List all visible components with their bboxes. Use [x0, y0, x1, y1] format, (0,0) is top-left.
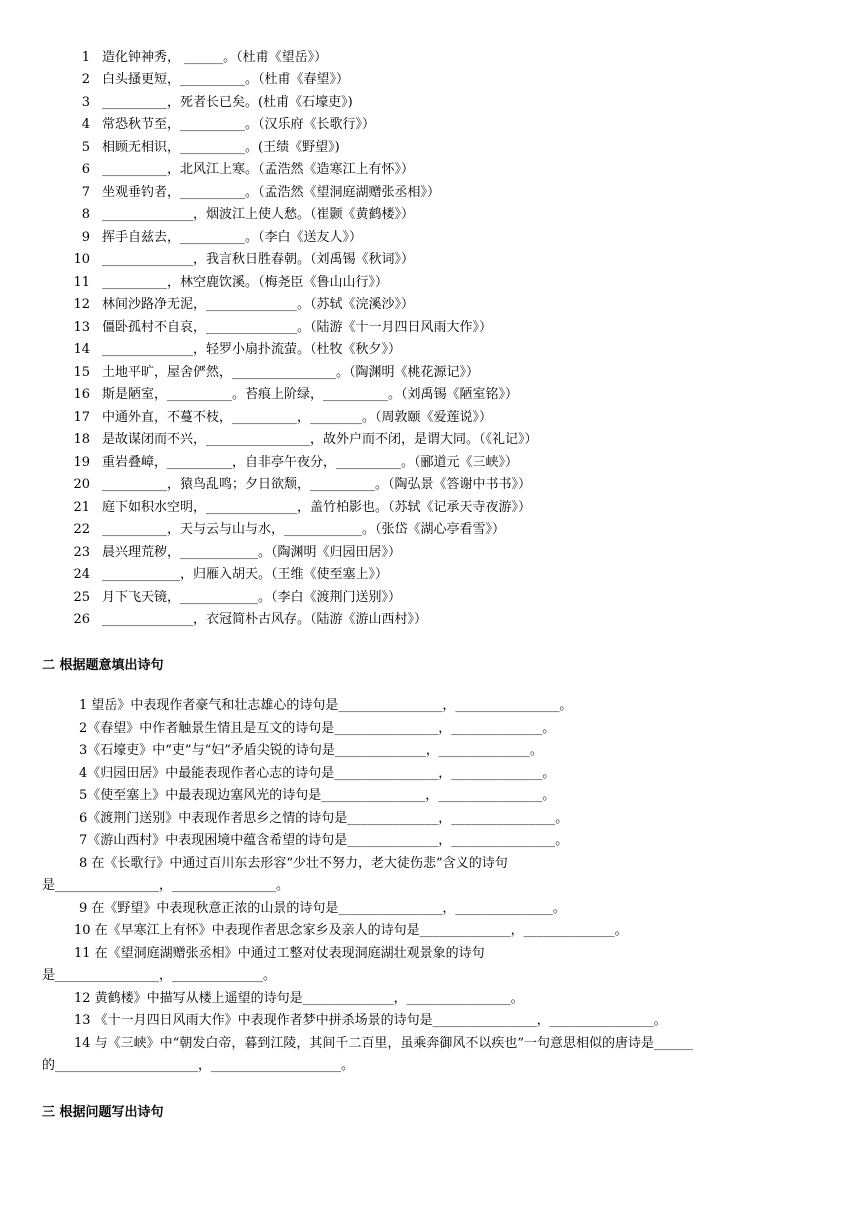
item-text: 8 在《长歌行》中通过百川东去形容“少壮不努力，老大徒伤悲”含义的诗句	[79, 856, 508, 871]
item-text: 是________________，________________。	[42, 878, 290, 893]
item-text: 的______________________，____________________。	[42, 1058, 354, 1073]
item-text: __________，天与云与山与水，____________。（张岱《湖心亭看雪》）	[102, 522, 506, 537]
item-text: 造化钟神秀， ______。（杜甫《望岳》）	[102, 50, 328, 65]
item-text: 斯是陋室，__________。苔痕上阶绿，__________。（刘禹锡《陋室铭》）	[102, 387, 519, 402]
item-text: 晨兴理荒秽，____________。（陶渊明《归园田居》）	[102, 545, 402, 560]
item-number: 9	[81, 230, 90, 245]
item-number: 8	[81, 207, 90, 222]
item-text: 5《使至塞上》中最表现边塞风光的诗句是________________，________________。	[79, 788, 556, 803]
item-text: 14 与《三峡》中“朝发白帝，暮到江陵，其间千二百里，虽乘奔御风不以疾也”一句意思相似的唐诗是______	[74, 1036, 693, 1051]
item-number: 26	[73, 612, 90, 627]
item-text: 林间沙路净无泥，______________。（苏轼《浣溪沙》）	[102, 297, 415, 312]
item-number: 1	[81, 50, 90, 65]
item-number: 17	[73, 410, 90, 425]
item-text: 9 在《野望》中表现秋意正浓的山景的诗句是________________，_______________。	[79, 901, 566, 916]
item-text: 土地平旷，屋舍俨然，________________。（陶渊明《桃花源记》）	[102, 365, 480, 380]
item-text: 中通外直，不蔓不枝，__________，________。（周敦颐《爱莲说》）	[102, 410, 493, 425]
item-text: __________，猿鸟乱鸣；夕日欲颓，__________。（陶弘景《答谢中书书》）	[102, 477, 532, 492]
item-text: 1 望岳》中表现作者豪气和壮志雄心的诗句是________________，________________。	[79, 698, 573, 713]
item-number: 12	[73, 297, 90, 312]
item-text: 13 《十一月四日风雨大作》中表现作者梦中拼杀场景的诗句是________________，________________。	[74, 1013, 667, 1028]
item-text: 坐观垂钓者，__________。（孟浩然《望洞庭湖赠张丞相》）	[102, 185, 441, 200]
item-text: 是________________，______________。	[42, 968, 277, 983]
item-text: 3《石壕吏》中“吏”与“妇”矛盾尖锐的诗句是______________，______________。	[79, 743, 543, 758]
item-text: 11 在《望洞庭湖赠张丞相》中通过工整对仗表现洞庭湖壮观景象的诗句	[74, 946, 485, 961]
item-text: 僵卧孤村不自哀，______________。（陆游《十一月四日风雨大作》）	[102, 320, 493, 335]
item-number: 24	[73, 567, 90, 582]
item-text: 挥手自兹去，__________。（李白《送友人》）	[102, 230, 363, 245]
item-number: 18	[73, 432, 90, 447]
item-number: 19	[73, 455, 90, 470]
section-2-heading: 二 根据题意填出诗句	[42, 658, 164, 673]
item-text: ______________，烟波江上使人愁。（崔颢《黄鹤楼》）	[102, 207, 415, 222]
item-text: __________，死者长已矣。(杜甫《石壕吏》)	[102, 95, 353, 110]
item-number: 7	[81, 185, 90, 200]
item-number: 11	[73, 275, 90, 290]
item-text: ____________，归雁入胡天。（王维《使至塞上》）	[102, 567, 389, 582]
item-number: 15	[73, 365, 90, 380]
item-text: __________，北风江上寒。（孟浩然《造寒江上有怀》）	[102, 162, 415, 177]
item-text: 2《春望》中作者触景生情且是互文的诗句是________________，______________。	[79, 721, 556, 736]
item-text: 7《游山西村》中表现困境中蕴含希望的诗句是______________，________________。	[79, 833, 569, 848]
item-text: 10 在《早寒江上有怀》中表现作者思念家乡及亲人的诗句是______________，______________。	[74, 923, 628, 938]
item-number: 10	[73, 252, 90, 267]
item-number: 23	[73, 545, 90, 560]
item-number: 25	[73, 590, 90, 605]
item-text: ______________，衣冠简朴古风存。（陆游《游山西村》）	[102, 612, 428, 627]
item-text: 庭下如积水空明，______________，盖竹柏影也。（苏轼《记承天寺夜游》）	[102, 500, 532, 515]
item-number: 2	[81, 72, 90, 87]
item-number: 21	[73, 500, 90, 515]
item-text: 12 黄鹤楼》中描写从楼上遥望的诗句是______________，________________。	[74, 991, 524, 1006]
item-number: 13	[73, 320, 90, 335]
item-text: 月下飞天镜，____________。（李白《渡荆门送别》）	[102, 590, 402, 605]
item-text: ______________，我言秋日胜春朝。（刘禹锡《秋词》）	[102, 252, 415, 267]
item-number: 3	[81, 95, 90, 110]
item-text: 常恐秋节至，__________。（汉乐府《长歌行》）	[102, 117, 376, 132]
item-text: 是故谋闭而不兴，________________，故外户而不闭，是谓大同。（《礼记》）	[102, 432, 538, 447]
item-number: 5	[81, 140, 90, 155]
item-number: 16	[73, 387, 90, 402]
section-3-heading: 三 根据问题写出诗句	[42, 1105, 164, 1120]
item-number: 14	[73, 342, 90, 357]
item-text: __________，林空鹿饮溪。（梅尧臣《鲁山山行》）	[102, 275, 389, 290]
item-number: 20	[73, 477, 90, 492]
item-text: 相顾无相识，__________。(王绩《野望》)	[102, 140, 340, 155]
item-number: 6	[81, 162, 90, 177]
item-text: 6《渡荆门送别》中表现作者思乡之情的诗句是______________，________________。	[79, 811, 569, 826]
item-number: 4	[81, 117, 90, 132]
item-text: 4《归园田居》中最能表现作者心志的诗句是________________，______________。	[79, 766, 556, 781]
item-text: 白头搔更短，__________。（杜甫《春望》）	[102, 72, 350, 87]
item-number: 22	[73, 522, 90, 537]
item-text: 重岩叠嶂，__________，自非亭午夜分，__________。（郦道元《三峡》）	[102, 455, 519, 470]
item-text: ______________，轻罗小扇扑流萤。（杜牧《秋夕》）	[102, 342, 402, 357]
